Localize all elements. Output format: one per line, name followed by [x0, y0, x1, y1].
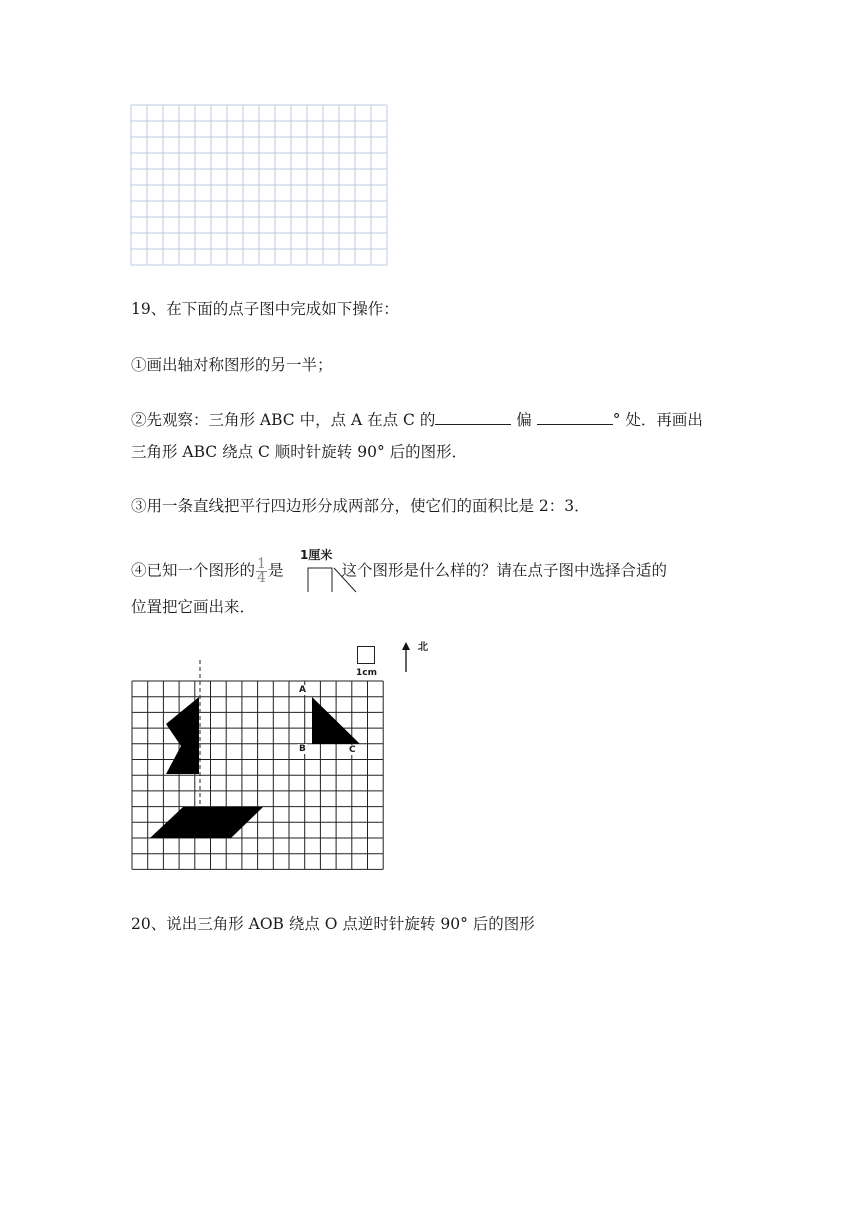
north-label: 北 — [418, 642, 428, 653]
q19-step4-text-c: 这个图形是什么样的？请在点子图中选择合适的 — [341, 561, 667, 580]
q19-step4-text-a: ④已知一个图形的 — [131, 561, 256, 580]
one-cm-label: 1厘米 — [300, 548, 333, 562]
point-b-label: B — [299, 744, 306, 754]
quarter-shape-icon — [300, 562, 360, 594]
grid-figure — [128, 636, 448, 876]
q19-step4 — [131, 558, 667, 585]
direction-blank[interactable] — [435, 424, 511, 425]
q19-step4-text-b: 是 — [267, 561, 284, 580]
grid-canvas — [128, 636, 448, 876]
fraction-numerator: 1 — [257, 556, 266, 572]
q19-step3: ③用一条直线把平行四边形分成两部分，使它们的面积比是 2：3． — [131, 497, 590, 515]
q20-title: 20、说出三角形 AOB 绕点 O 点逆时针旋转 90° 后的图形 — [131, 915, 535, 933]
parallelogram — [150, 807, 263, 838]
point-a-label: A — [299, 685, 306, 695]
degree-blank[interactable] — [537, 424, 613, 425]
quarter-shape-diagram — [300, 548, 360, 594]
top-grid — [128, 104, 392, 268]
q19-step2-text-c: ° 处．再画出 — [612, 411, 703, 429]
q19-step1: ①画出轴对称图形的另一半； — [131, 356, 333, 374]
q19-step2-line2: 三角形 ABC 绕点 C 顺时针旋转 90° 后的图形． — [131, 443, 468, 461]
q19-step2-text-a: ②先观察：三角形 ABC 中，点 A 在点 C 的 — [131, 411, 436, 429]
point-c-label: C — [349, 745, 356, 755]
fraction-denominator: 4 — [257, 570, 266, 586]
fraction-one-quarter — [256, 558, 267, 585]
scale-label: 1cm — [356, 668, 377, 678]
q19-step2-text-b: 偏 — [516, 411, 532, 429]
half-symmetric-shape — [166, 697, 199, 774]
q19-step4-line2: 位置把它画出来． — [131, 598, 256, 616]
q19-step2 — [131, 410, 703, 430]
q19-title: 19、在下面的点子图中完成如下操作： — [131, 300, 399, 318]
